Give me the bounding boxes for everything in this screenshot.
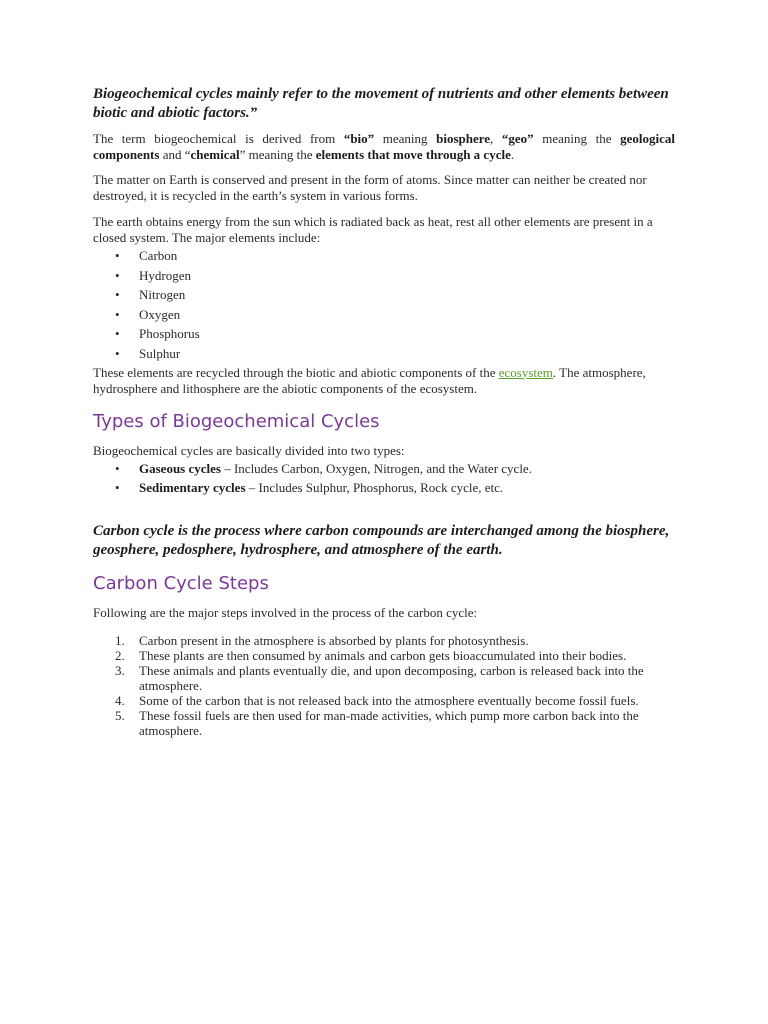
bold-run: chemical — [190, 147, 240, 162]
list-item — [93, 633, 675, 648]
text-run: ” meaning the — [239, 147, 316, 162]
step-number: 4. — [115, 692, 125, 708]
bold-run: “bio” — [343, 131, 375, 146]
text-run: and “ — [159, 147, 191, 162]
energy-paragraph: The earth obtains energy from the sun which is radiated back as heat, rest all other elements are present in a closed system. The major elements include: — [93, 214, 653, 245]
elements-list — [93, 246, 675, 364]
text-run: These elements are recycled through the biotic and abiotic components of the — [93, 364, 499, 380]
bullet-icon: • — [115, 326, 120, 342]
text-run: meaning — [374, 131, 437, 146]
list-item-text: Hydrogen — [139, 267, 191, 283]
text-run: . — [510, 147, 515, 162]
list-item — [93, 344, 675, 364]
list-item — [93, 324, 675, 344]
steps-intro: Following are the major steps involved in the process of the carbon cycle: — [93, 604, 478, 620]
list-item — [93, 459, 675, 479]
step-text: These fossil fuels are then used for man-made activities, which pump more carbon back into the atmosphere. — [139, 707, 639, 738]
carbon-lead: Carbon cycle is the process where carbon compounds are interchanged among the biosphere, geosphere, pedosphere, hydrosphere, and atmosphere of the earth. — [93, 522, 670, 558]
bullet-icon: • — [115, 306, 120, 322]
list-item — [93, 708, 675, 738]
step-text: Some of the carbon that is not released back into the atmosphere eventually become fossil fuels. — [139, 692, 639, 708]
step-number: 1. — [115, 632, 125, 648]
list-item — [93, 478, 675, 498]
recycle-paragraph — [93, 365, 675, 397]
list-item — [93, 693, 675, 708]
bullet-icon: • — [115, 480, 120, 496]
step-number: 5. — [115, 707, 125, 723]
list-item-text: Phosphorus — [139, 326, 200, 342]
list-item — [93, 246, 675, 266]
list-item — [93, 305, 675, 325]
type-term: Gaseous cycles — [139, 460, 221, 476]
intro-lead: Biogeochemical cycles mainly refer to the movement of nutrients and other elements between biotic and abiotic factors.” — [93, 86, 669, 121]
types-list — [93, 459, 675, 498]
list-item — [93, 266, 675, 286]
list-item — [93, 663, 675, 693]
step-number: 2. — [115, 647, 125, 663]
text-run: meaning the — [533, 131, 621, 146]
step-text: These animals and plants eventually die, and upon decomposing, carbon is released back into the atmosphere. — [139, 662, 644, 693]
bold-run: biosphere — [436, 131, 491, 146]
list-item-text: Oxygen — [139, 306, 181, 322]
list-item-text: Carbon — [139, 248, 178, 263]
bold-run: elements that move through a cycle — [315, 147, 511, 162]
bullet-icon: • — [115, 267, 120, 283]
steps-heading: Carbon Cycle Steps — [93, 572, 269, 594]
bold-run: geological components — [93, 131, 675, 162]
bullet-icon: • — [115, 248, 120, 263]
list-item — [93, 648, 675, 663]
bullet-icon: • — [115, 287, 120, 303]
type-term: Sedimentary cycles — [139, 480, 246, 496]
matter-paragraph: The matter on Earth is conserved and present in the form of atoms. Since matter can neither be created nor destroyed, it is recycled in the earth’s system in various forms. — [93, 172, 647, 203]
text-run: . The atmosphere, hydrosphere and lithosphere are the abiotic components of the ecosystem. — [93, 364, 646, 396]
document-body — [93, 85, 675, 738]
list-item-text: Nitrogen — [139, 287, 186, 303]
step-number: 3. — [115, 662, 125, 678]
type-description: – Includes Sulphur, Phosphorus, Rock cycle, etc. — [245, 480, 504, 496]
list-item-text: Sulphur — [139, 345, 181, 361]
types-intro: Biogeochemical cycles are basically divided into two types: — [93, 442, 405, 458]
steps-list — [93, 633, 675, 738]
bullet-icon: • — [115, 345, 120, 361]
term-paragraph — [93, 131, 675, 163]
bold-run: “geo” — [501, 131, 534, 146]
types-heading: Types of Biogeochemical Cycles — [93, 410, 380, 432]
list-item — [93, 285, 675, 305]
ecosystem-link[interactable]: ecosystem — [498, 364, 553, 380]
bullet-icon: • — [115, 460, 120, 476]
type-description: – Includes Carbon, Oxygen, Nitrogen, and the Water cycle. — [220, 460, 532, 476]
text-run: The term biogeochemical is derived from — [93, 131, 344, 146]
step-text: Carbon present in the atmosphere is absorbed by plants for photosynthesis. — [139, 632, 529, 648]
text-run: , — [490, 131, 502, 146]
step-text: These plants are then consumed by animals and carbon gets bioaccumulated into their bodies. — [139, 647, 627, 663]
